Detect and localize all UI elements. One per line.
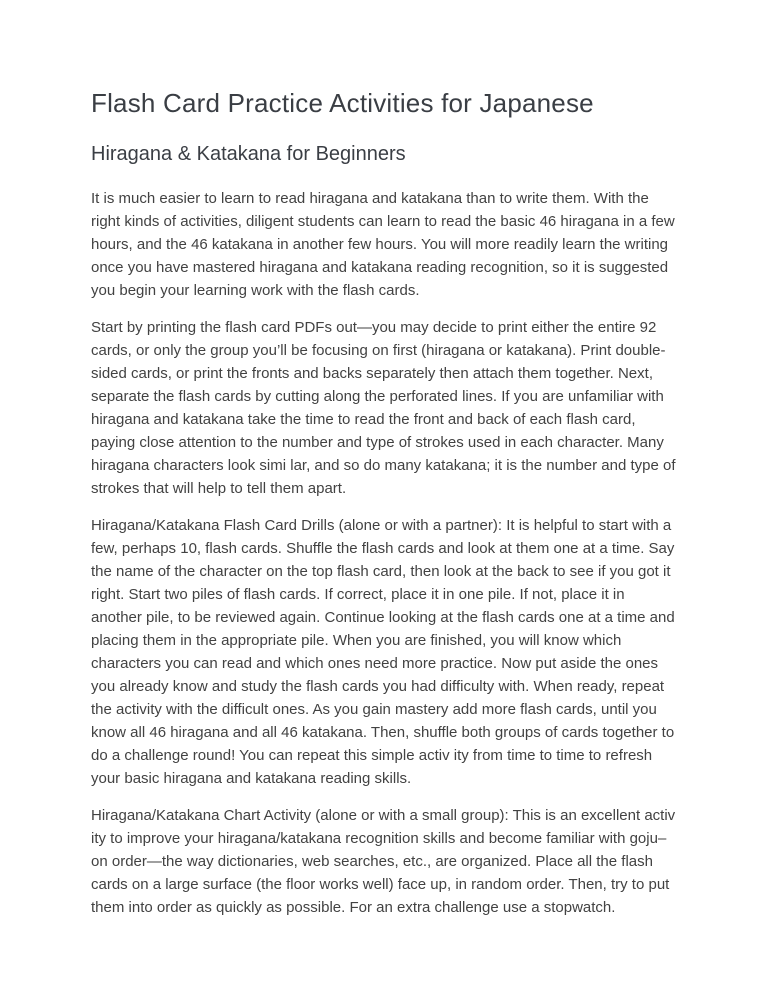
paragraph-flash-card-drills: Hiragana/Katakana Flash Card Drills (alone or with a partner): It is helpful to start with a few, perhaps 10, flash cards. Shuffle the flash cards and look at them one at a time. Say the name of the character on the top flash card, then look at the back to see if you got it right. Start two piles of flash cards. If correct, place it in one pile. If not, place it in another pile, to be reviewed again. Continue looking at the flash cards one at a time and placing them in the appropriate pile. When you are finished, you will know which characters you can read and which ones need more practice. Now put aside the ones you already know and study the flash cards you had difficulty with. When ready, repeat the activity with the difficult ones. As you gain mastery add more flash cards, until you know all 46 hiragana and all 46 katakana. Then, shuffle both groups of cards together to do a challenge round! You can repeat this simple activ ity from time to time to refresh your basic hiragana and katakana reading skills. <box>91 517 675 787</box>
page-subtitle: Hiragana & Katakana for Beginners <box>91 143 406 165</box>
page-title: Flash Card Practice Activities for Japanese <box>91 88 594 118</box>
paragraph-chart-activity: Hiragana/Katakana Chart Activity (alone or with a small group): This is an excellent activ ity to improve your hiragana/katakana recognition skills and become familiar with goju–on order—the way dictionaries, web searches, etc., are organized. Place all the flash cards on a large surface (the floor works well) face up, in random order. Then, try to put them into order as quickly as possible. For an extra challenge use a stopwatch. <box>91 807 676 916</box>
paragraph-printing-instructions: Start by printing the flash card PDFs out—you may decide to print either the entire 92 cards, or only the group you’ll be focusing on first (hiragana or katakana). Print double-sided cards, or print the fronts and backs separately then attach them together. Next, separate the flash cards by cutting along the perforated lines. If you are unfamiliar with hiragana and katakana take the time to read the front and back of each flash card, paying close attention to the number and type of strokes used in each character. Many hiragana characters look simi lar, and so do many katakana; it is the number and type of strokes that will help to tell them apart. <box>91 319 676 497</box>
paragraph-intro: It is much easier to learn to read hiragana and katakana than to write them. With the right kinds of activities, diligent students can learn to read the basic 46 hiragana in a few hours, and the 46 katakana in another few hours. You will more readily learn the writing once you have mastered hiragana and katakana reading recognition, so it is suggested you begin your learning work with the flash cards. <box>91 190 675 299</box>
